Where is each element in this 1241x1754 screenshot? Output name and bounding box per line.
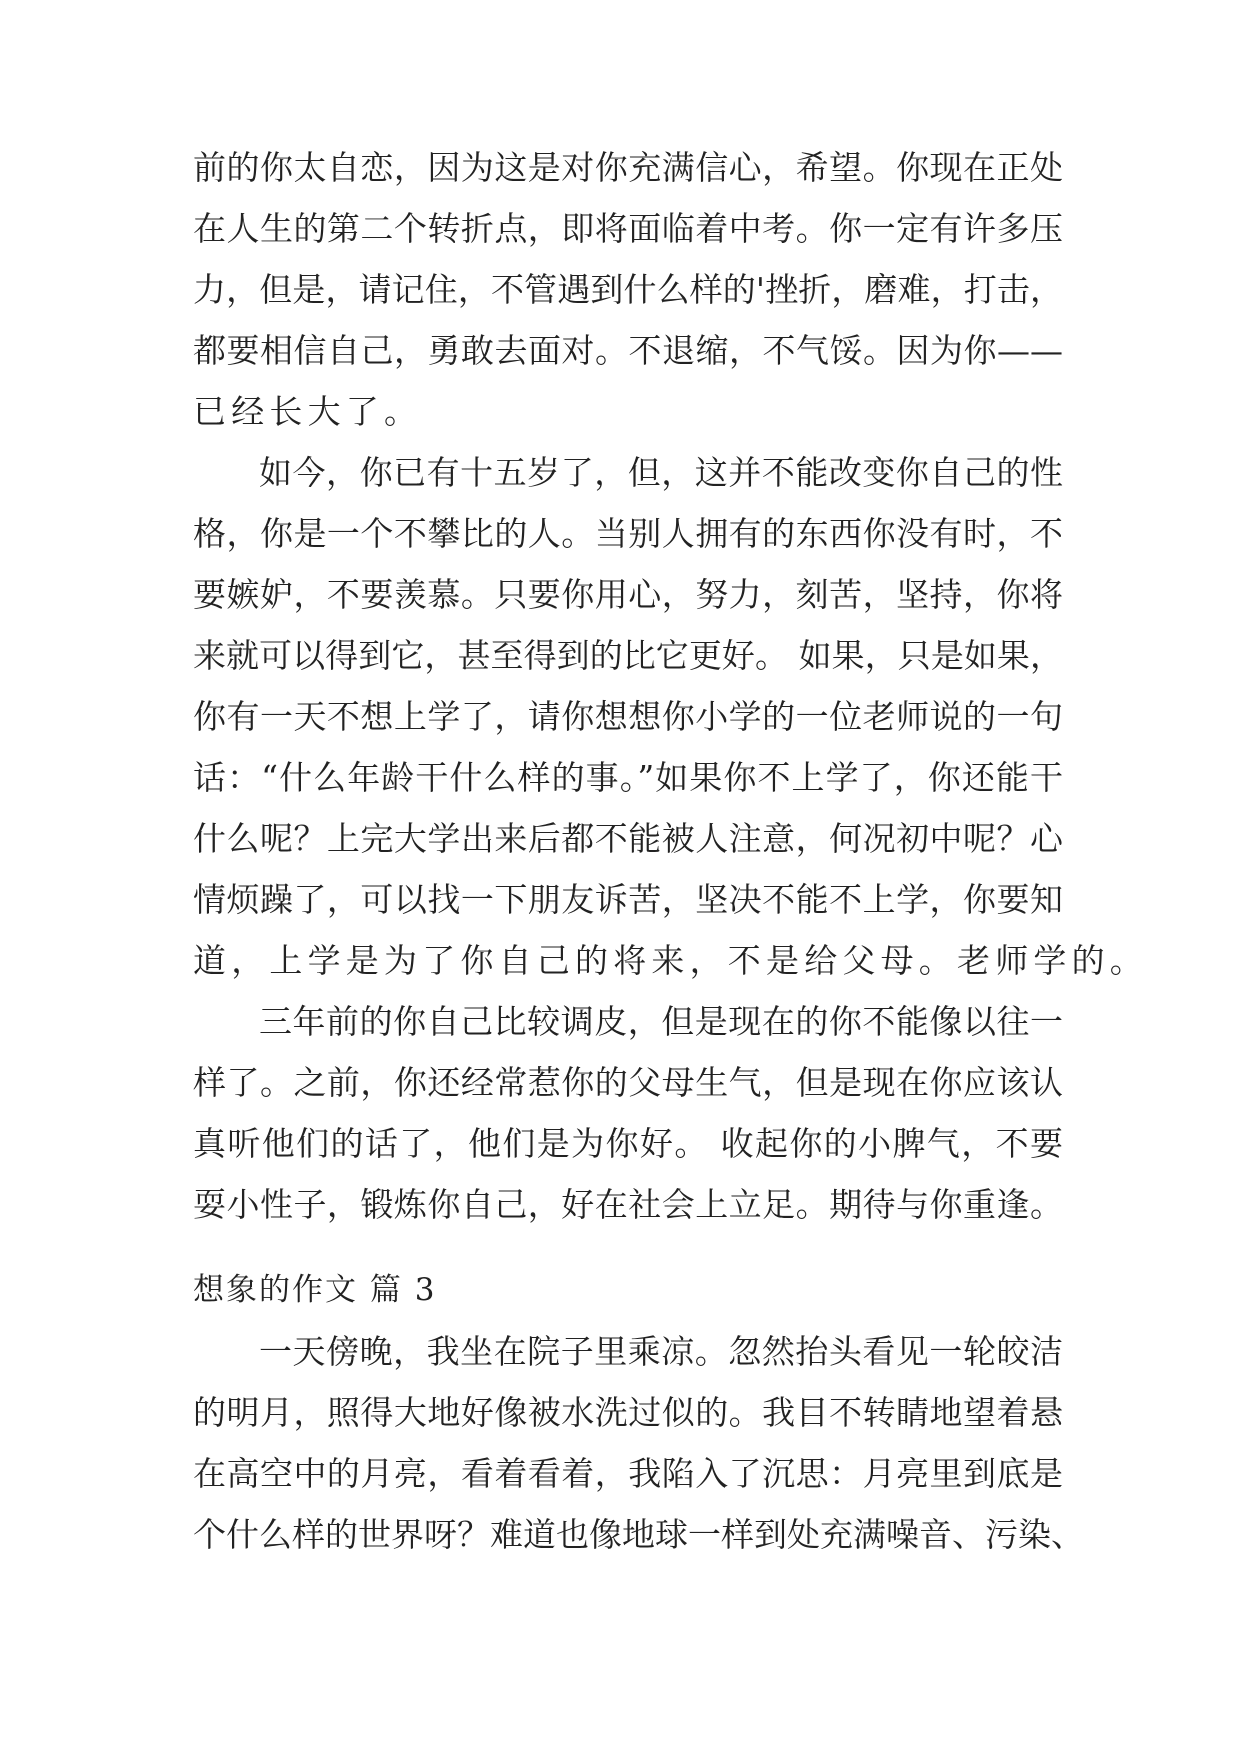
text-line: 的明月，照得大地好像被水洗过似的。我目不转睛地望着悬 bbox=[193, 1393, 1063, 1432]
paragraph-3 bbox=[193, 991, 1063, 1235]
text-line: 来就可以得到它，甚至得到的比它更好。 如果，只是如果， bbox=[193, 636, 1063, 675]
text-line: 都要相信自己，勇敢去面对。不退缩，不气馁。因为你—— bbox=[193, 331, 1063, 370]
text-line: 在高空中的月亮，看着看着，我陷入了沉思：月亮里到底是 bbox=[193, 1454, 1063, 1493]
text-line: 一天傍晚，我坐在院子里乘凉。忽然抬头看见一轮皎洁 bbox=[259, 1332, 1063, 1371]
text-line: 你有一天不想上学了，请你想想你小学的一位老师说的一句 bbox=[193, 697, 1063, 736]
text-line: 力，但是，请记住，不管遇到什么样的'挫折，磨难，打击， bbox=[193, 270, 1063, 309]
text-line: 话：“什么年龄干什么样的事。”如果你不上学了，你还能干 bbox=[193, 758, 1063, 797]
text-line: 真听他们的话了，他们是为你好。 收起你的小脾气，不要 bbox=[193, 1124, 1063, 1163]
text-line: 三年前的你自己比较调皮，但是现在的你不能像以往一 bbox=[259, 1002, 1063, 1041]
text-line: 道，上学是为了你自己的将来，不是给父母。老师学的。 bbox=[193, 941, 1148, 980]
text-line: 已经长大了。 bbox=[193, 392, 423, 431]
paragraph-2 bbox=[193, 442, 1148, 991]
text-line: 样了。之前，你还经常惹你的父母生气，但是现在你应该认 bbox=[193, 1063, 1063, 1102]
paragraph-4 bbox=[193, 1321, 1084, 1565]
text-line: 格，你是一个不攀比的人。当别人拥有的东西你没有时，不 bbox=[193, 514, 1063, 553]
text-line: 什么呢？上完大学出来后都不能被人注意，何况初中呢？心 bbox=[193, 819, 1063, 858]
text-line: 在人生的第二个转折点，即将面临着中考。你一定有许多压 bbox=[193, 209, 1063, 248]
text-line: 个什么样的世界呀？难道也像地球一样到处充满噪音、污染、 bbox=[193, 1515, 1084, 1554]
paragraph-1 bbox=[193, 137, 1063, 442]
section-heading: 想象的作文 篇 3 bbox=[193, 1272, 437, 1308]
text-line: 要嫉妒，不要羡慕。只要你用心，努力，刻苦，坚持，你将 bbox=[193, 575, 1063, 614]
text-line: 前的你太自恋，因为这是对你充满信心，希望。你现在正处 bbox=[193, 148, 1063, 187]
text-line: 如今，你已有十五岁了，但，这并不能改变你自己的性 bbox=[259, 453, 1063, 492]
text-line: 耍小性子，锻炼你自己，好在社会上立足。期待与你重逢。 bbox=[193, 1185, 1063, 1224]
text-line: 情烦躁了，可以找一下朋友诉苦，坚决不能不上学，你要知 bbox=[193, 880, 1063, 919]
